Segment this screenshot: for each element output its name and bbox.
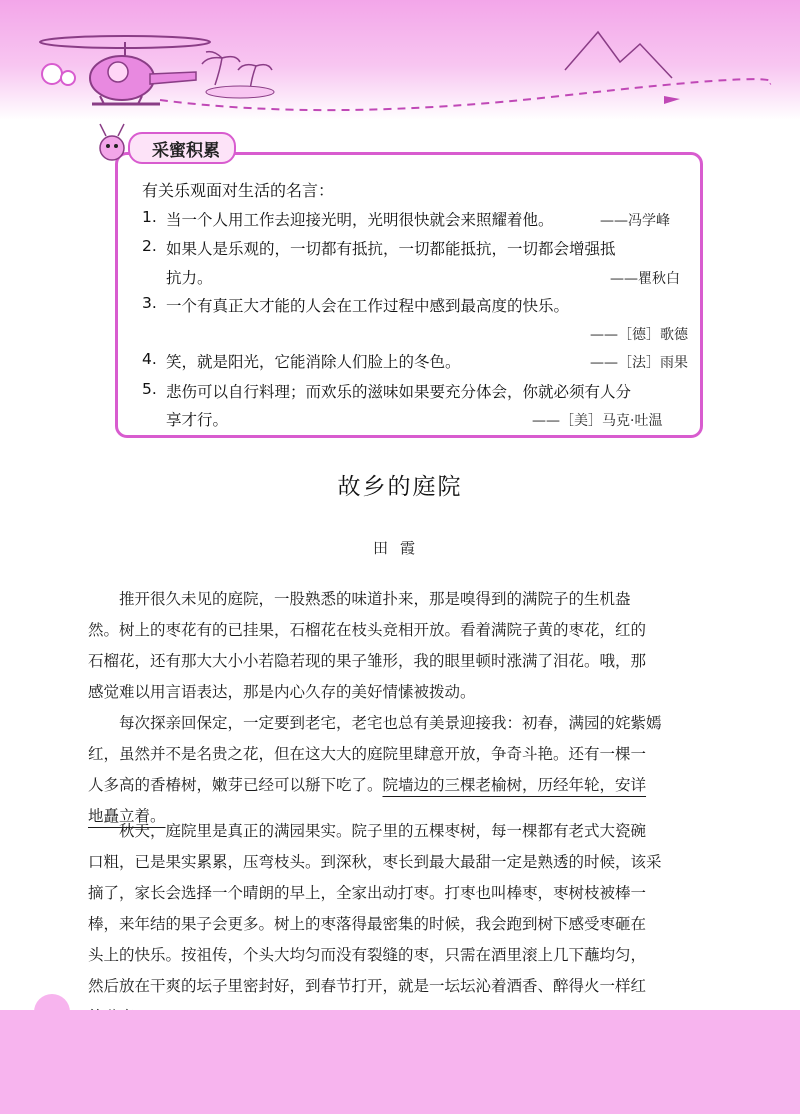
quote-number: 3.: [142, 294, 157, 312]
paragraph-line: 秋天，庭院里是真正的满园果实。院子里的五棵枣树，每一棵都有老式大瓷碗: [119, 822, 647, 840]
paragraph-line: 红，虽然并不是名贵之花，但在这大大的庭院里肆意开放，争奇斗艳。还有一棵一: [88, 745, 647, 763]
article-author: 田霞: [372, 539, 427, 557]
quote-number: 2.: [142, 237, 157, 255]
section-badge: [88, 128, 236, 168]
quote-number: 1.: [142, 208, 157, 226]
helicopter-icon: [40, 36, 210, 104]
underlined-sentence: 地矗立着。: [88, 807, 166, 825]
paragraph-line: 口粗，已是果实累累，压弯枝头。到深秋，枣长到最大最甜一定是熟透的时候，该采: [88, 853, 662, 871]
quote-text: 如果人是乐观的，一切都有抵抗，一切都能抵抗，一切都会增强抵: [166, 240, 616, 258]
paragraph-segment: 人多高的香椿树，嫩芽已经可以掰下吃了。: [88, 776, 383, 794]
paragraph-line: 然后放在干爽的坛子里密封好，到春节打开，就是一坛坛沁着酒香、醉得火一样红: [88, 977, 647, 995]
quote-source: ——［美］马克·吐温: [532, 413, 663, 429]
quote-source: ——瞿秋白: [610, 271, 680, 287]
mountain-icon: [565, 32, 672, 78]
header-illustration: [0, 0, 800, 125]
article-paragraph-1: [88, 584, 714, 708]
box-heading: 有关乐观面对生活的名言：: [142, 181, 335, 200]
footer-band: [0, 1010, 800, 1114]
quote-source: ——冯学峰: [600, 213, 670, 229]
paragraph-line: 感觉难以用言语表达，那是内心久存的美好情愫被拨动。: [88, 683, 476, 701]
paragraph-line: 每次探亲回保定，一定要到老宅，老宅也总有美景迎接我：初春，满园的姹紫嫣: [119, 714, 662, 732]
quote-text: 享才行。: [166, 411, 229, 429]
quote-number: 4.: [142, 350, 157, 368]
paragraph-line: 然。树上的枣花有的已挂果，石榴花在枝头竞相开放。看着满院子黄的枣花，红的: [88, 621, 647, 639]
quote-text: 悲伤可以自行料理；而欢乐的滋味如果要充分体会，你就必须有人分: [166, 383, 632, 401]
quote-text: 当一个人用工作去迎接光明，光明很快就会来照耀着他。: [166, 211, 554, 229]
section-badge-label: 采蜜积累: [128, 132, 236, 164]
quote-text: 抗力。: [166, 269, 213, 287]
quote-text: 一个有真正大才能的人会在工作过程中感到最高度的快乐。: [166, 297, 570, 315]
paragraph-line: [88, 770, 714, 801]
quote-text: 笑，就是阳光，它能消除人们脸上的冬色。: [166, 353, 461, 371]
quote-source: ——［德］歌德: [590, 327, 688, 343]
paragraph-line: 推开很久未见的庭院，一股熟悉的味道扑来，那是嗅得到的满院子的生机盎: [119, 590, 631, 608]
bee-mascot-icon: [88, 120, 132, 168]
paragraph-line: 摘了，家长会选择一个晴朗的早上，全家出动打枣。打枣也叫棒枣，枣树枝被棒一: [88, 884, 647, 902]
article-paragraph-2: [88, 708, 714, 832]
paragraph-line: 石榴花，还有那大大小小若隐若现的果子雏形，我的眼里顿时涨满了泪花。哦，那: [88, 652, 647, 670]
underlined-sentence: 院墙边的三棵老榆树，历经年轮，安详: [382, 776, 647, 794]
article-paragraph-3: [88, 816, 714, 1033]
quote-number: 5.: [142, 380, 157, 398]
paragraph-line: 棒，来年结的果子会更多。树上的枣落得最密集的时候，我会跑到树下感受枣砸在: [88, 915, 647, 933]
quote-source: ——［法］雨果: [590, 355, 688, 371]
article-title: 故乡的庭院: [337, 474, 463, 500]
paragraph-line: 头上的快乐。按祖传，个头大均匀而没有裂缝的枣，只需在酒里滚上几下蘸均匀，: [88, 946, 647, 964]
palm-tree-icon: [202, 52, 272, 90]
